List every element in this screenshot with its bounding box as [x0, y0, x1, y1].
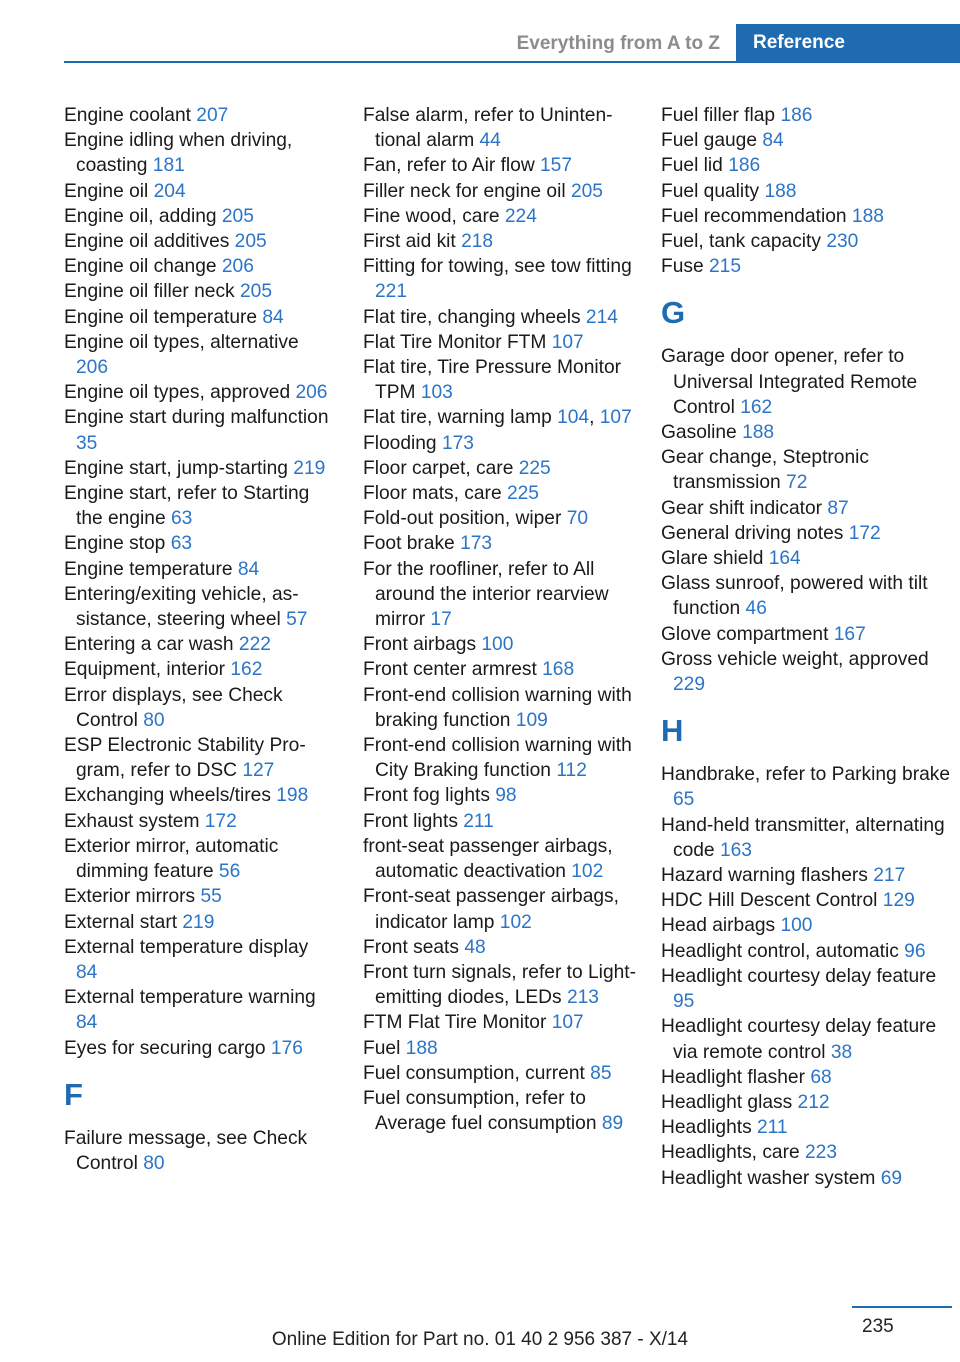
- page-reference-link[interactable]: 172: [848, 522, 881, 544]
- index-entry: [661, 1065, 957, 1090]
- page-reference-link[interactable]: 222: [238, 634, 271, 656]
- page-reference-link[interactable]: 225: [518, 457, 551, 479]
- index-entry: Flat tire, warning lamp 104, 107: [363, 407, 632, 429]
- index-term: Flat tire, changing wheels: [363, 306, 586, 328]
- section-letter: H: [661, 713, 684, 749]
- index-term: Gear change, Steptronic transmission: [661, 447, 869, 494]
- page-reference-link[interactable]: 63: [170, 508, 193, 530]
- index-entry: [64, 733, 334, 783]
- page-reference-link[interactable]: 38: [830, 1041, 853, 1063]
- page-reference-link[interactable]: 100: [481, 634, 514, 656]
- page-reference-link[interactable]: 188: [764, 180, 797, 202]
- index-term: Headlight control, automatic: [661, 940, 905, 962]
- page-reference-link[interactable]: 84: [237, 558, 260, 580]
- page-reference-link[interactable]: 104: [557, 407, 590, 429]
- index-entry: [661, 153, 957, 178]
- index-entry: [661, 229, 957, 254]
- index-entry: [64, 531, 334, 556]
- index-entry: [64, 557, 334, 582]
- index-term: Entering/exiting vehicle, assistance, steering wheel: [64, 583, 299, 631]
- index-entry: [661, 1166, 957, 1191]
- page-reference-link[interactable]: 68: [810, 1066, 832, 1088]
- page-reference-link[interactable]: 84: [762, 130, 784, 152]
- index-entry: [363, 1061, 643, 1086]
- header-reference-tab[interactable]: Reference: [736, 24, 960, 63]
- index-term: Garage door opener, refer to Universal Integrated Remote Control: [661, 346, 918, 418]
- index-term: Engine oil: [64, 180, 154, 202]
- index-entry: [64, 910, 334, 935]
- index-entry: [363, 481, 643, 506]
- index-term: Engine start, refer to Starting the engine: [64, 483, 310, 530]
- index-term: Hand-held transmitter, alternating code: [661, 814, 945, 861]
- index-entry: [64, 1126, 334, 1176]
- index-term: Foot brake: [363, 533, 461, 555]
- index-entry: [64, 330, 334, 380]
- page-reference-link[interactable]: 163: [719, 839, 752, 861]
- index-entry: [363, 683, 643, 733]
- page-reference-link[interactable]: 17: [430, 609, 452, 631]
- index-entry: [363, 456, 643, 481]
- page-reference-link[interactable]: 213: [566, 987, 599, 1009]
- index-term: Front-end collision warning with City Braking function: [363, 735, 632, 782]
- index-column-1: [64, 103, 334, 1176]
- page-reference-link[interactable]: 218: [461, 231, 494, 253]
- index-term: Front airbags: [363, 634, 482, 656]
- page-reference-link[interactable]: 98: [495, 785, 517, 807]
- index-entry: [64, 657, 334, 682]
- page-reference-link[interactable]: 204: [153, 180, 186, 202]
- page-reference-link[interactable]: 72: [786, 472, 808, 494]
- index-entry: [661, 1140, 957, 1165]
- index-term: Flat tire, warning lamp: [363, 407, 558, 429]
- page-reference-link[interactable]: 84: [262, 306, 284, 328]
- index-entry: [64, 783, 334, 808]
- index-term: External temperature display: [64, 936, 309, 958]
- page-reference-link[interactable]: 205: [234, 231, 267, 253]
- index-entry: [64, 884, 334, 909]
- page-reference-link[interactable]: 168: [542, 659, 575, 681]
- index-column-2: [363, 103, 643, 1136]
- index-term: Error displays, see Check Control: [64, 684, 283, 731]
- index-entry: [661, 964, 957, 1014]
- index-term: Gasoline: [661, 422, 743, 444]
- index-term: Front seats: [363, 936, 465, 958]
- index-term: External temperature warning: [64, 987, 316, 1009]
- index-entry: [661, 913, 957, 938]
- index-term: Fan, refer to Air flow: [363, 155, 541, 177]
- page-number: 235: [862, 1316, 894, 1337]
- index-entry: [363, 103, 643, 153]
- index-entry: [363, 960, 643, 1010]
- index-term: Engine start during malfunction: [64, 407, 329, 429]
- page-reference-link[interactable]: 223: [804, 1142, 837, 1164]
- index-term: Flat Tire Monitor FTM: [363, 331, 552, 353]
- index-term: Front fog lights: [363, 785, 496, 807]
- index-entry: [363, 935, 643, 960]
- page-reference-link[interactable]: 229: [673, 674, 706, 696]
- page-reference-link[interactable]: 80: [143, 709, 165, 731]
- index-term: Fuel lid: [661, 155, 729, 177]
- page-reference-link[interactable]: 211: [463, 810, 494, 832]
- page-reference-link[interactable]: 85: [590, 1062, 612, 1084]
- index-term: Gross vehicle weight, approved: [661, 648, 929, 670]
- page-reference-link[interactable]: 89: [601, 1113, 624, 1135]
- index-term: Engine oil, adding: [64, 205, 222, 227]
- page-reference-link[interactable]: 205: [239, 281, 272, 303]
- page-reference-link[interactable]: 46: [745, 598, 767, 620]
- index-term: Headlight courtesy delay feature via remote control: [661, 1016, 937, 1063]
- page-reference-link[interactable]: 186: [728, 155, 761, 177]
- index-entry: [363, 153, 643, 178]
- index-term: Exterior mirrors: [64, 886, 201, 908]
- index-term: Engine oil temperature: [64, 306, 263, 328]
- index-entry: [661, 420, 957, 445]
- index-entry: [661, 128, 957, 153]
- section-letter: F: [64, 1076, 83, 1112]
- index-term: Gear shift indicator: [661, 497, 828, 519]
- page-reference-link[interactable]: 102: [499, 911, 532, 933]
- index-term: FTM Flat Tire Monitor: [363, 1012, 552, 1034]
- index-entry: [661, 496, 957, 521]
- index-term: Fine wood, care: [363, 205, 505, 227]
- index-entry: [64, 809, 334, 834]
- index-term: Flooding: [363, 432, 442, 454]
- page-reference-link[interactable]: 211: [757, 1117, 788, 1139]
- page-reference-link[interactable]: 55: [200, 886, 222, 908]
- page-reference-link[interactable]: 173: [460, 533, 493, 555]
- index-entry: [363, 1010, 643, 1035]
- index-term: Filler neck for engine oil: [363, 180, 571, 202]
- page-reference-link[interactable]: 65: [673, 789, 695, 811]
- index-entry: [661, 813, 957, 863]
- index-entry: [661, 571, 957, 621]
- index-term: Fuel, tank capacity: [661, 231, 827, 253]
- index-entry: [661, 179, 957, 204]
- index-term: False alarm, refer to Unintentional alarm: [363, 105, 613, 152]
- index-term: Engine stop: [64, 533, 171, 555]
- page-reference-link[interactable]: 112: [556, 760, 587, 782]
- index-term: Headlights: [661, 1117, 757, 1139]
- index-entry: [64, 632, 334, 657]
- index-term: Glass sunroof, powered with tilt function: [661, 573, 928, 620]
- index-entry: [64, 582, 334, 632]
- index-entry: [363, 179, 643, 204]
- index-term: Engine start, jump-starting: [64, 457, 294, 479]
- page-reference-link[interactable]: 70: [566, 508, 589, 530]
- index-entry: [363, 657, 643, 682]
- index-term: Front-seat passenger airbags, indicator lamp: [363, 886, 619, 933]
- index-term: Headlight flasher: [661, 1066, 811, 1088]
- index-term: Fuel recommendation: [661, 205, 852, 227]
- index-term: Front-end collision warning with braking function: [363, 684, 632, 731]
- index-entry: [363, 632, 643, 657]
- index-term: Floor carpet, care: [363, 457, 519, 479]
- page-reference-link[interactable]: 129: [882, 890, 915, 912]
- index-term: Glare shield: [661, 548, 769, 570]
- index-entry: [661, 888, 957, 913]
- index-entry: [64, 204, 334, 229]
- index-entry: [64, 279, 334, 304]
- index-entry: [661, 939, 957, 964]
- page-reference-link[interactable]: 87: [827, 497, 849, 519]
- page-reference-link[interactable]: 188: [742, 422, 775, 444]
- index-entry: [363, 1086, 643, 1136]
- index-entry: [64, 1036, 334, 1061]
- index-entry: [363, 305, 643, 330]
- index-term: Handbrake, refer to Parking brake: [661, 764, 951, 786]
- page-reference-link[interactable]: 100: [780, 915, 813, 937]
- page-reference-link[interactable]: 69: [880, 1167, 903, 1189]
- page-reference-link[interactable]: 214: [585, 306, 618, 328]
- page-reference-link[interactable]: 212: [797, 1091, 830, 1113]
- footer-rule: [852, 1306, 952, 1308]
- page-reference-link[interactable]: 215: [709, 256, 742, 278]
- index-entry: [363, 531, 643, 556]
- index-entry: [661, 204, 957, 229]
- index-term: Engine coolant: [64, 105, 197, 126]
- index-entry: [64, 834, 334, 884]
- page-reference-link[interactable]: 107: [551, 331, 584, 353]
- page-reference-link[interactable]: 102: [571, 861, 604, 883]
- page-reference-link[interactable]: 206: [76, 357, 109, 379]
- index-term: Fitting for towing, see tow fitting: [363, 256, 632, 278]
- index-entry: [64, 305, 334, 330]
- index-entry: [661, 622, 957, 647]
- index-term: HDC Hill Descent Control: [661, 890, 883, 912]
- index-entry: [661, 1014, 957, 1064]
- index-term: Floor mats, care: [363, 483, 507, 505]
- index-term: Fuel: [363, 1037, 406, 1059]
- index-term: For the roofliner, refer to All around the interior rearview mirror: [363, 558, 609, 631]
- index-term: Fuel consumption, refer to Average fuel consumption: [363, 1087, 602, 1135]
- page-reference-link[interactable]: 127: [242, 760, 275, 782]
- page-reference-link[interactable]: 107: [551, 1012, 584, 1034]
- index-entry: [64, 985, 334, 1035]
- page-reference-link[interactable]: 206: [295, 382, 328, 404]
- index-term: Fold-out position, wiper: [363, 508, 567, 530]
- index-entry: [661, 254, 957, 279]
- index-term: Fuel filler flap: [661, 105, 781, 126]
- page-reference-link[interactable]: 96: [904, 940, 926, 962]
- page-reference-link[interactable]: 162: [230, 659, 263, 681]
- index-term: Front lights: [363, 810, 464, 832]
- index-term: Fuel gauge: [661, 130, 763, 152]
- page-reference-link[interactable]: 186: [780, 105, 813, 126]
- index-term: ESP Electronic Stability Program, refer to DSC: [64, 735, 306, 782]
- page-reference-link[interactable]: 157: [540, 155, 573, 177]
- index-term: Hazard warning flashers: [661, 865, 874, 887]
- index-entry: [363, 733, 643, 783]
- index-entry: [64, 179, 334, 204]
- index-entry: [661, 1115, 957, 1140]
- index-term: Exterior mirror, automatic dimming feature: [64, 835, 279, 883]
- index-term: Engine oil types, alternative: [64, 331, 299, 353]
- index-term: Engine oil filler neck: [64, 281, 240, 303]
- index-entry: [64, 456, 334, 481]
- index-entry: [661, 762, 957, 812]
- index-entry: [363, 1036, 643, 1061]
- index-entry: [363, 431, 643, 456]
- page-reference-link[interactable]: 44: [479, 130, 501, 152]
- index-entry: [64, 683, 334, 733]
- index-entry: [363, 834, 643, 884]
- page-reference-link[interactable]: 221: [375, 281, 408, 303]
- index-term: General driving notes: [661, 522, 849, 544]
- index-term: Front center armrest: [363, 659, 543, 681]
- index-term: Headlight glass: [661, 1091, 798, 1113]
- index-term: Equipment, interior: [64, 659, 231, 681]
- index-term: Headlight washer system: [661, 1167, 881, 1189]
- page-reference-link[interactable]: 230: [826, 231, 859, 253]
- index-entry: [363, 809, 643, 834]
- page-reference-link[interactable]: 173: [441, 432, 474, 454]
- index-term: Engine idling when driving, coasting: [64, 130, 293, 177]
- index-entry: [661, 647, 957, 697]
- header-rule: [64, 61, 960, 63]
- page-reference-link[interactable]: 167: [833, 623, 866, 645]
- page-reference-link[interactable]: 205: [221, 205, 254, 227]
- page-reference-link[interactable]: 107: [599, 407, 632, 429]
- index-entry: [661, 546, 957, 571]
- index-entry: [363, 557, 643, 633]
- index-term: Headlight courtesy delay feature: [661, 965, 937, 987]
- index-entry: [64, 254, 334, 279]
- page-reference-link[interactable]: 219: [293, 457, 326, 479]
- index-entry: [363, 254, 643, 304]
- index-term: Fuse: [661, 256, 709, 278]
- page-reference-link[interactable]: 84: [76, 1012, 98, 1034]
- index-entry: [661, 521, 957, 546]
- index-term: Failure message, see Check Control: [64, 1127, 308, 1174]
- index-entry: [64, 380, 334, 405]
- edition-footer: Online Edition for Part no. 01 40 2 956 387 - X/14: [271, 1329, 689, 1350]
- index-term: Eyes for securing cargo: [64, 1037, 271, 1059]
- index-entry: [363, 330, 643, 355]
- page-reference-link[interactable]: 188: [405, 1037, 438, 1059]
- page-reference-link[interactable]: 103: [420, 382, 453, 404]
- index-term: Flat tire, Tire Pressure Monitor TPM: [363, 357, 622, 404]
- index-term: Exhaust system: [64, 810, 205, 832]
- index-entry: [64, 229, 334, 254]
- index-term: Engine oil additives: [64, 231, 235, 253]
- index-term: Engine oil change: [64, 256, 222, 278]
- index-term: Head airbags: [661, 915, 781, 937]
- page-reference-link[interactable]: 206: [221, 256, 254, 278]
- index-entry: [363, 783, 643, 808]
- index-term: Engine oil types, approved: [64, 382, 296, 404]
- index-term: First aid kit: [363, 231, 462, 253]
- index-term: Glove compartment: [661, 623, 834, 645]
- page-reference-link[interactable]: 95: [673, 991, 695, 1013]
- index-term: External start: [64, 911, 183, 933]
- page-reference-link[interactable]: 217: [873, 865, 906, 887]
- header-section-title: Everything from A to Z: [516, 33, 720, 54]
- index-entry: [661, 1090, 957, 1115]
- index-entry: [64, 103, 334, 128]
- index-term: Fuel quality: [661, 180, 765, 202]
- index-entry: [64, 481, 334, 531]
- index-entry: [64, 405, 334, 455]
- page-reference-link[interactable]: 56: [218, 861, 241, 883]
- index-entry: [64, 128, 334, 178]
- page-reference-link[interactable]: 63: [170, 533, 193, 555]
- page-reference-link[interactable]: 80: [143, 1152, 165, 1174]
- index-term: Exchanging wheels/tires: [64, 785, 277, 807]
- index-term: Headlights, care: [661, 1142, 805, 1164]
- page-reference-link[interactable]: 219: [182, 911, 215, 933]
- page-reference-link[interactable]: 48: [464, 936, 486, 958]
- index-entry: [363, 506, 643, 531]
- index-term: front-seat passenger airbags, automatic deactivation: [363, 835, 613, 883]
- index-entry: [363, 204, 643, 229]
- page-reference-link[interactable]: 225: [506, 483, 539, 505]
- index-entry: [661, 344, 957, 420]
- page-reference-link[interactable]: 176: [270, 1037, 303, 1059]
- index-entry: [363, 229, 643, 254]
- index-entry: [661, 103, 957, 128]
- page-reference-link[interactable]: 205: [570, 180, 603, 202]
- index-column-3: [661, 103, 957, 1191]
- page-reference-link[interactable]: 35: [76, 432, 98, 454]
- section-letter: G: [661, 295, 686, 331]
- page-reference-link[interactable]: 162: [740, 396, 773, 418]
- page-reference-link[interactable]: 172: [204, 810, 237, 832]
- page-reference-link[interactable]: 188: [851, 205, 884, 227]
- page-reference-link[interactable]: 207: [196, 105, 229, 126]
- index-entry: [64, 935, 334, 985]
- index-entry: [363, 355, 643, 405]
- index-term: Entering a car wash: [64, 634, 239, 656]
- page-reference-link[interactable]: 84: [76, 961, 98, 983]
- page-reference-link[interactable]: 224: [504, 205, 537, 227]
- page-reference-link[interactable]: 181: [152, 155, 185, 177]
- page-reference-link[interactable]: 164: [768, 548, 801, 570]
- index-entry: [661, 863, 957, 888]
- page-reference-link[interactable]: 109: [515, 709, 548, 731]
- page-reference-link[interactable]: 57: [286, 609, 308, 631]
- index-term: Engine temperature: [64, 558, 238, 580]
- index-term: Front turn signals, refer to Light-emitting diodes, LEDs: [363, 961, 637, 1009]
- index-term: Fuel consumption, current: [363, 1062, 591, 1084]
- index-entry: [363, 884, 643, 934]
- page-reference-link[interactable]: 198: [276, 785, 309, 807]
- index-entry: [661, 445, 957, 495]
